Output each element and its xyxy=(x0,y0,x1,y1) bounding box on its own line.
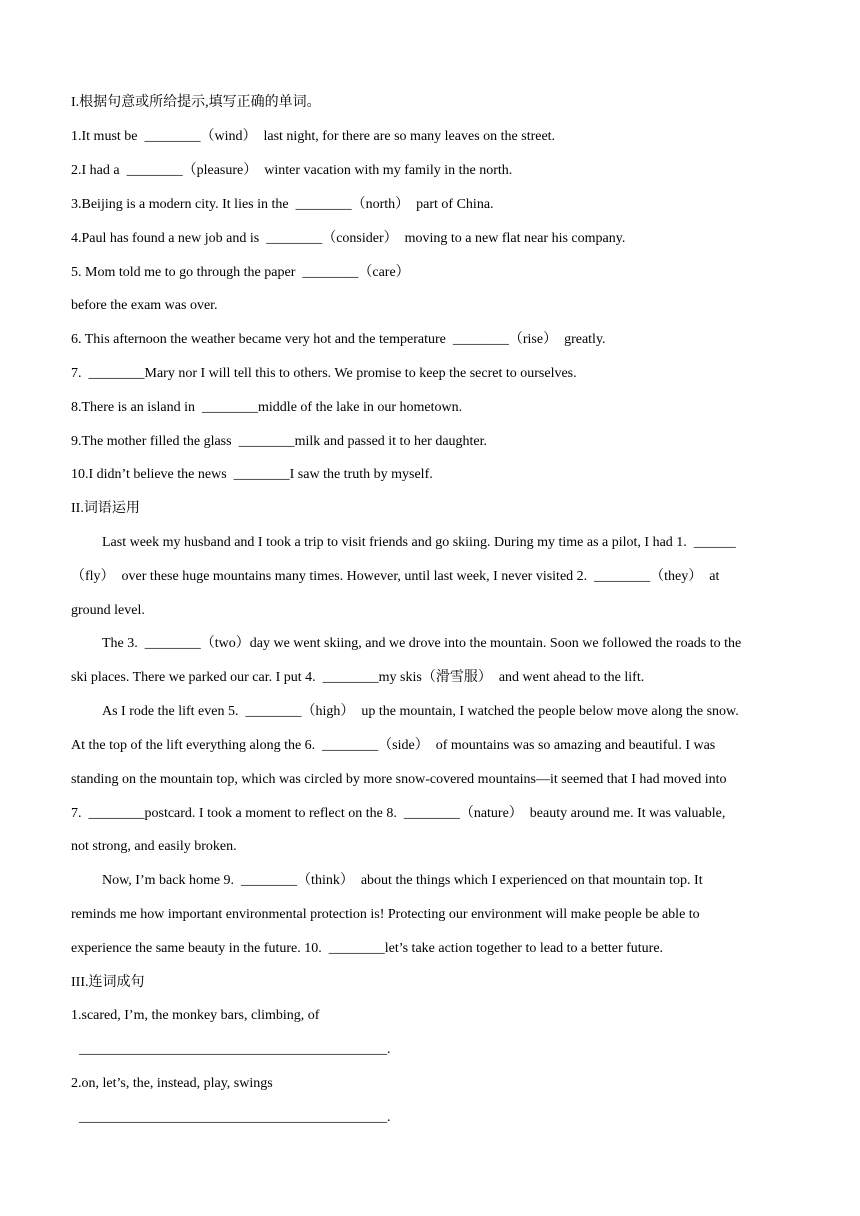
section1-item-9: 9.The mother filled the glass ________milk and passed it to her daughter. xyxy=(71,434,488,449)
section2-line: （fly） over these huge mountains many times. However, until last week, I never visited 2. ________（they） at xyxy=(71,569,720,584)
answer-line-1: ____________________________________________. xyxy=(79,1042,391,1057)
section2-line: The 3. ________（two）day we went skiing, and we drove into the mountain. Soon we followed the roads to the xyxy=(102,636,742,651)
section1-item-2: 2.I had a ________（pleasure） winter vacation with my family in the north. xyxy=(71,163,513,178)
section2-title: II.词语运用 xyxy=(71,501,140,516)
section1-item-4: 4.Paul has found a new job and is ________（consider） moving to a new flat near his company. xyxy=(71,231,626,246)
answer-line-2: ____________________________________________. xyxy=(79,1110,391,1125)
section2-line: experience the same beauty in the future. 10. ________let’s take action together to lead to a better future. xyxy=(71,941,664,956)
section1-item-5-cont: before the exam was over. xyxy=(71,298,218,313)
section2-line: standing on the mountain top, which was circled by more snow-covered mountains—it seemed that I had moved into xyxy=(71,772,727,787)
section1-item-5: 5. Mom told me to go through the paper ________（care） xyxy=(71,265,410,280)
section1-title: I.根据句意或所给提示,填写正确的单词。 xyxy=(71,95,321,110)
section1-item-8: 8.There is an island in ________middle of the lake in our hometown. xyxy=(71,400,463,415)
section2-line: As I rode the lift even 5. ________（high） up the mountain, I watched the people below move along the snow. xyxy=(102,704,739,719)
section1-item-7: 7. ________Mary nor I will tell this to others. We promise to keep the secret to ourselves. xyxy=(71,366,577,381)
section2-line: ground level. xyxy=(71,603,145,618)
section3-item-2: 2.on, let’s, the, instead, play, swings xyxy=(71,1076,273,1091)
section2-line: Now, I’m back home 9. ________（think） about the things which I experienced on that mountain top. It xyxy=(102,873,703,888)
section1-item-10: 10.I didn’t believe the news ________I saw the truth by myself. xyxy=(71,467,433,482)
section3-title: III.连词成句 xyxy=(71,975,145,990)
section1-item-6: 6. This afternoon the weather became very hot and the temperature ________（rise） greatly. xyxy=(71,332,606,347)
section3-item-1: 1.scared, I’m, the monkey bars, climbing, of xyxy=(71,1008,320,1023)
section2-line: reminds me how important environmental protection is! Protecting our environment will make people be able to xyxy=(71,907,700,922)
section2-line: not strong, and easily broken. xyxy=(71,839,237,854)
section2-line: 7. ________postcard. I took a moment to reflect on the 8. ________（nature） beauty around me. It was valuable, xyxy=(71,806,726,821)
section1-item-3: 3.Beijing is a modern city. It lies in the ________（north） part of China. xyxy=(71,197,494,212)
section2-line: ski places. There we parked our car. I put 4. ________my skis（滑雪服） and went ahead to the lift. xyxy=(71,670,645,685)
section2-line: Last week my husband and I took a trip to visit friends and go skiing. During my time as a pilot, I had 1. ______ xyxy=(102,535,736,550)
section2-line: At the top of the lift everything along the 6. ________（side） of mountains was so amazing and beautiful. I was xyxy=(71,738,716,753)
section1-item-1: 1.It must be ________（wind） last night, for there are so many leaves on the street. xyxy=(71,129,556,144)
